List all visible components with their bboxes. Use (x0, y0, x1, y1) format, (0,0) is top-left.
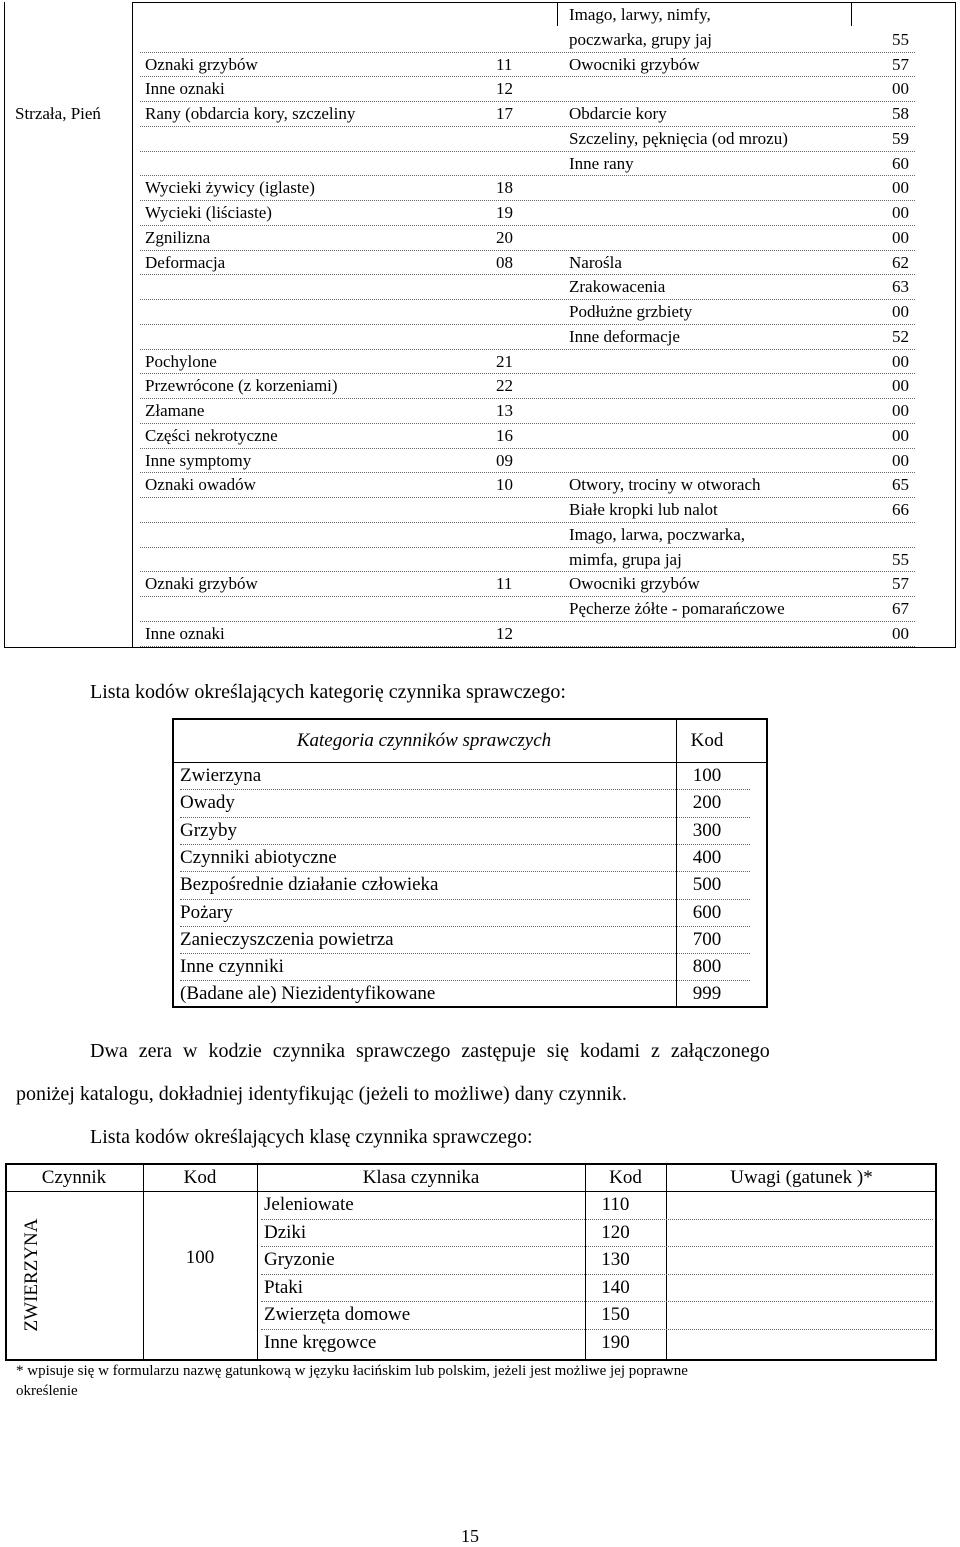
table-cell: 63 (892, 277, 909, 297)
table-cell: Inne oznaki (145, 623, 225, 643)
class-code: 190 (601, 1331, 630, 1353)
column-header-code: Kod (690, 730, 724, 751)
category-list-heading: Lista kodów określających kategorię czynnika sprawczego: (90, 681, 566, 703)
table-cell: Białe kropki lub nalot (569, 500, 718, 519)
column-header-code: Kod (183, 1167, 217, 1188)
factor-label-zwierzyna: ZWIERZYNA (21, 1218, 42, 1332)
table-cell: Otwory, trociny w otworach (569, 475, 761, 495)
row-separator (140, 126, 915, 127)
table-cell: 57 (892, 54, 909, 74)
table-border (557, 2, 558, 26)
table-cell: 16 (496, 425, 513, 445)
category-name: Zanieczyszczenia powietrza (180, 928, 394, 950)
row-separator (140, 448, 915, 449)
table-cell: 60 (892, 153, 909, 173)
table-cell: 66 (892, 500, 909, 519)
table-cell: Owocniki grzybów (569, 574, 700, 594)
table-border (5, 1191, 937, 1192)
table-cell: Obdarcie kory (569, 104, 667, 123)
table-cell: 57 (892, 574, 909, 594)
row-separator (140, 398, 915, 399)
table-cell: Imago, larwy, nimfy, (569, 5, 711, 24)
table-cell: Pochylone (145, 351, 217, 371)
category-code: 200 (692, 792, 722, 814)
table-cell: 59 (892, 128, 909, 148)
table-cell: 00 (892, 227, 909, 247)
table-cell: 00 (892, 401, 909, 420)
table-cell: Podłużne grzbiety (569, 302, 693, 321)
table-border (4, 2, 5, 648)
table-cell: Strzała, Pień (15, 104, 101, 123)
row-separator (140, 76, 915, 77)
row-separator (140, 472, 915, 473)
row-separator (140, 646, 915, 647)
class-code: 120 (601, 1221, 630, 1243)
table-cell: poczwarka, grupy jaj (569, 29, 713, 49)
table-cell: 65 (892, 475, 909, 495)
table-cell: 00 (892, 351, 909, 371)
paragraph-line: Dwa zera w kodzie czynnika sprawczego zastępuje się kodami z załączonego (90, 1040, 770, 1062)
category-name: Owady (180, 792, 235, 814)
table-cell: Pęcherze żółte - pomarańczowe (569, 599, 785, 618)
row-separator (140, 547, 915, 548)
column-header-factor: Czynnik (41, 1167, 107, 1188)
table-cell: Oznaki grzybów (145, 54, 258, 74)
table-border (257, 1163, 258, 1361)
class-name: Gryzonie (264, 1249, 335, 1270)
row-separator (140, 497, 915, 498)
row-separator (140, 324, 915, 325)
row-separator (140, 225, 915, 226)
table-cell: Owocniki grzybów (569, 54, 700, 74)
row-separator (140, 596, 915, 597)
footnote-line: określenie (16, 1383, 78, 1399)
table-border (132, 2, 956, 3)
table-cell: Inne deformacje (569, 326, 680, 346)
class-name: Zwierzęta domowe (264, 1304, 411, 1325)
column-header-class-code: Kod (609, 1167, 642, 1188)
table-cell: 62 (892, 252, 909, 272)
category-name: Czynniki abiotyczne (180, 846, 337, 868)
table-cell: 00 (892, 623, 909, 643)
table-cell: 00 (892, 376, 909, 396)
table-cell: Rany (obdarcia kory, szczeliny (145, 104, 356, 123)
table-cell: Złamane (145, 401, 205, 420)
table-cell: Zgnilizna (145, 227, 211, 247)
table-cell: mimfa, grupa jaj (569, 549, 682, 569)
class-code: 110 (601, 1194, 630, 1215)
table-cell: 00 (892, 425, 909, 445)
footnote-line: * wpisuje się w formularzu nazwę gatunkową w języku łacińskim lub polskim, jeżeli jest możliwe jej poprawne (16, 1363, 688, 1379)
class-table (5, 1163, 937, 1361)
category-table (172, 718, 768, 1008)
category-code: 300 (692, 819, 722, 841)
table-cell: Imago, larwa, poczwarka, (569, 524, 746, 544)
class-name: Jeleniowate (264, 1194, 354, 1215)
table-cell: Inne symptomy (145, 450, 252, 470)
table-cell: 12 (496, 79, 513, 99)
table-border (4, 647, 956, 648)
table-cell: Oznaki owadów (145, 475, 256, 495)
table-cell: 67 (892, 599, 909, 618)
category-name: Bezpośrednie działanie człowieka (180, 874, 439, 896)
table-cell: 08 (496, 252, 513, 272)
class-name: Ptaki (264, 1276, 304, 1298)
row-separator (140, 151, 915, 152)
category-name: Zwierzyna (180, 765, 262, 786)
factor-code: 100 (185, 1247, 215, 1268)
table-cell: Oznaki grzybów (145, 574, 258, 594)
table-cell: 18 (496, 178, 513, 198)
table-cell: 11 (496, 54, 513, 74)
table-cell: 11 (496, 574, 513, 594)
category-code: 700 (692, 928, 722, 950)
category-code: 999 (692, 983, 722, 1005)
category-code: 600 (692, 901, 722, 923)
row-separator (140, 250, 915, 251)
row-separator (180, 899, 750, 900)
table-cell: Szczeliny, pęknięcia (od mrozu) (569, 128, 788, 148)
table-cell: Deformacja (145, 252, 226, 272)
symptoms-table (0, 0, 960, 650)
class-name: Dziki (264, 1221, 307, 1243)
column-header-notes: Uwagi (gatunek )* (730, 1167, 873, 1188)
table-cell: Wycieki żywicy (iglaste) (145, 178, 315, 198)
row-separator (180, 817, 750, 818)
category-code: 400 (692, 846, 722, 868)
class-code: 130 (601, 1249, 630, 1270)
table-cell: Narośla (569, 252, 622, 272)
table-cell: 55 (892, 549, 909, 569)
column-header-class: Klasa czynnika (362, 1167, 480, 1188)
table-cell: 00 (892, 203, 909, 222)
table-cell: 20 (496, 227, 513, 247)
table-border (851, 2, 852, 26)
category-name: (Badane ale) Niezidentyfikowane (180, 983, 436, 1005)
table-cell: Części nekrotyczne (145, 425, 278, 445)
page-number: 15 (461, 1526, 479, 1546)
table-cell: 00 (892, 450, 909, 470)
row-separator (140, 274, 915, 275)
column-header-category: Kategoria czynników sprawczych (296, 730, 552, 751)
table-cell: Zrakowacenia (569, 277, 666, 297)
table-cell: 21 (496, 351, 513, 371)
paragraph-line: poniżej katalogu, dokładniej identyfikując (jeżeli to możliwe) dany czynnik. (16, 1083, 627, 1105)
class-list-heading: Lista kodów określających klasę czynnika sprawczego: (90, 1126, 533, 1148)
category-code: 500 (692, 874, 722, 896)
table-cell: 19 (496, 203, 513, 222)
table-cell: 00 (892, 178, 909, 198)
class-code: 140 (601, 1276, 630, 1298)
row-separator (140, 349, 915, 350)
table-cell: 09 (496, 450, 513, 470)
category-name: Grzyby (180, 819, 237, 841)
table-border (132, 2, 133, 648)
table-cell: 10 (496, 475, 513, 495)
table-cell: 12 (496, 623, 513, 643)
table-border (666, 1163, 667, 1361)
row-separator (140, 621, 915, 622)
table-cell: 52 (892, 326, 909, 346)
table-cell: 00 (892, 79, 909, 99)
table-cell: Inne oznaki (145, 79, 225, 99)
table-cell: 13 (496, 401, 513, 420)
table-cell: 58 (892, 104, 909, 123)
table-cell: Przewrócone (z korzeniami) (145, 376, 338, 396)
table-cell: 22 (496, 376, 513, 396)
table-border (955, 2, 956, 648)
category-name: Inne czynniki (180, 956, 284, 978)
category-name: Pożary (180, 901, 233, 923)
table-cell: 55 (892, 29, 909, 49)
table-cell: Inne rany (569, 153, 634, 173)
row-separator (180, 789, 750, 790)
table-cell: 17 (496, 104, 513, 123)
class-name: Inne kręgowce (264, 1331, 377, 1353)
table-cell: Wycieki (liściaste) (145, 203, 272, 222)
row-separator (140, 522, 915, 523)
category-code: 100 (692, 765, 722, 786)
class-code: 150 (601, 1304, 630, 1325)
category-code: 800 (692, 956, 722, 978)
table-cell: 00 (892, 302, 909, 321)
row-separator (140, 299, 915, 300)
